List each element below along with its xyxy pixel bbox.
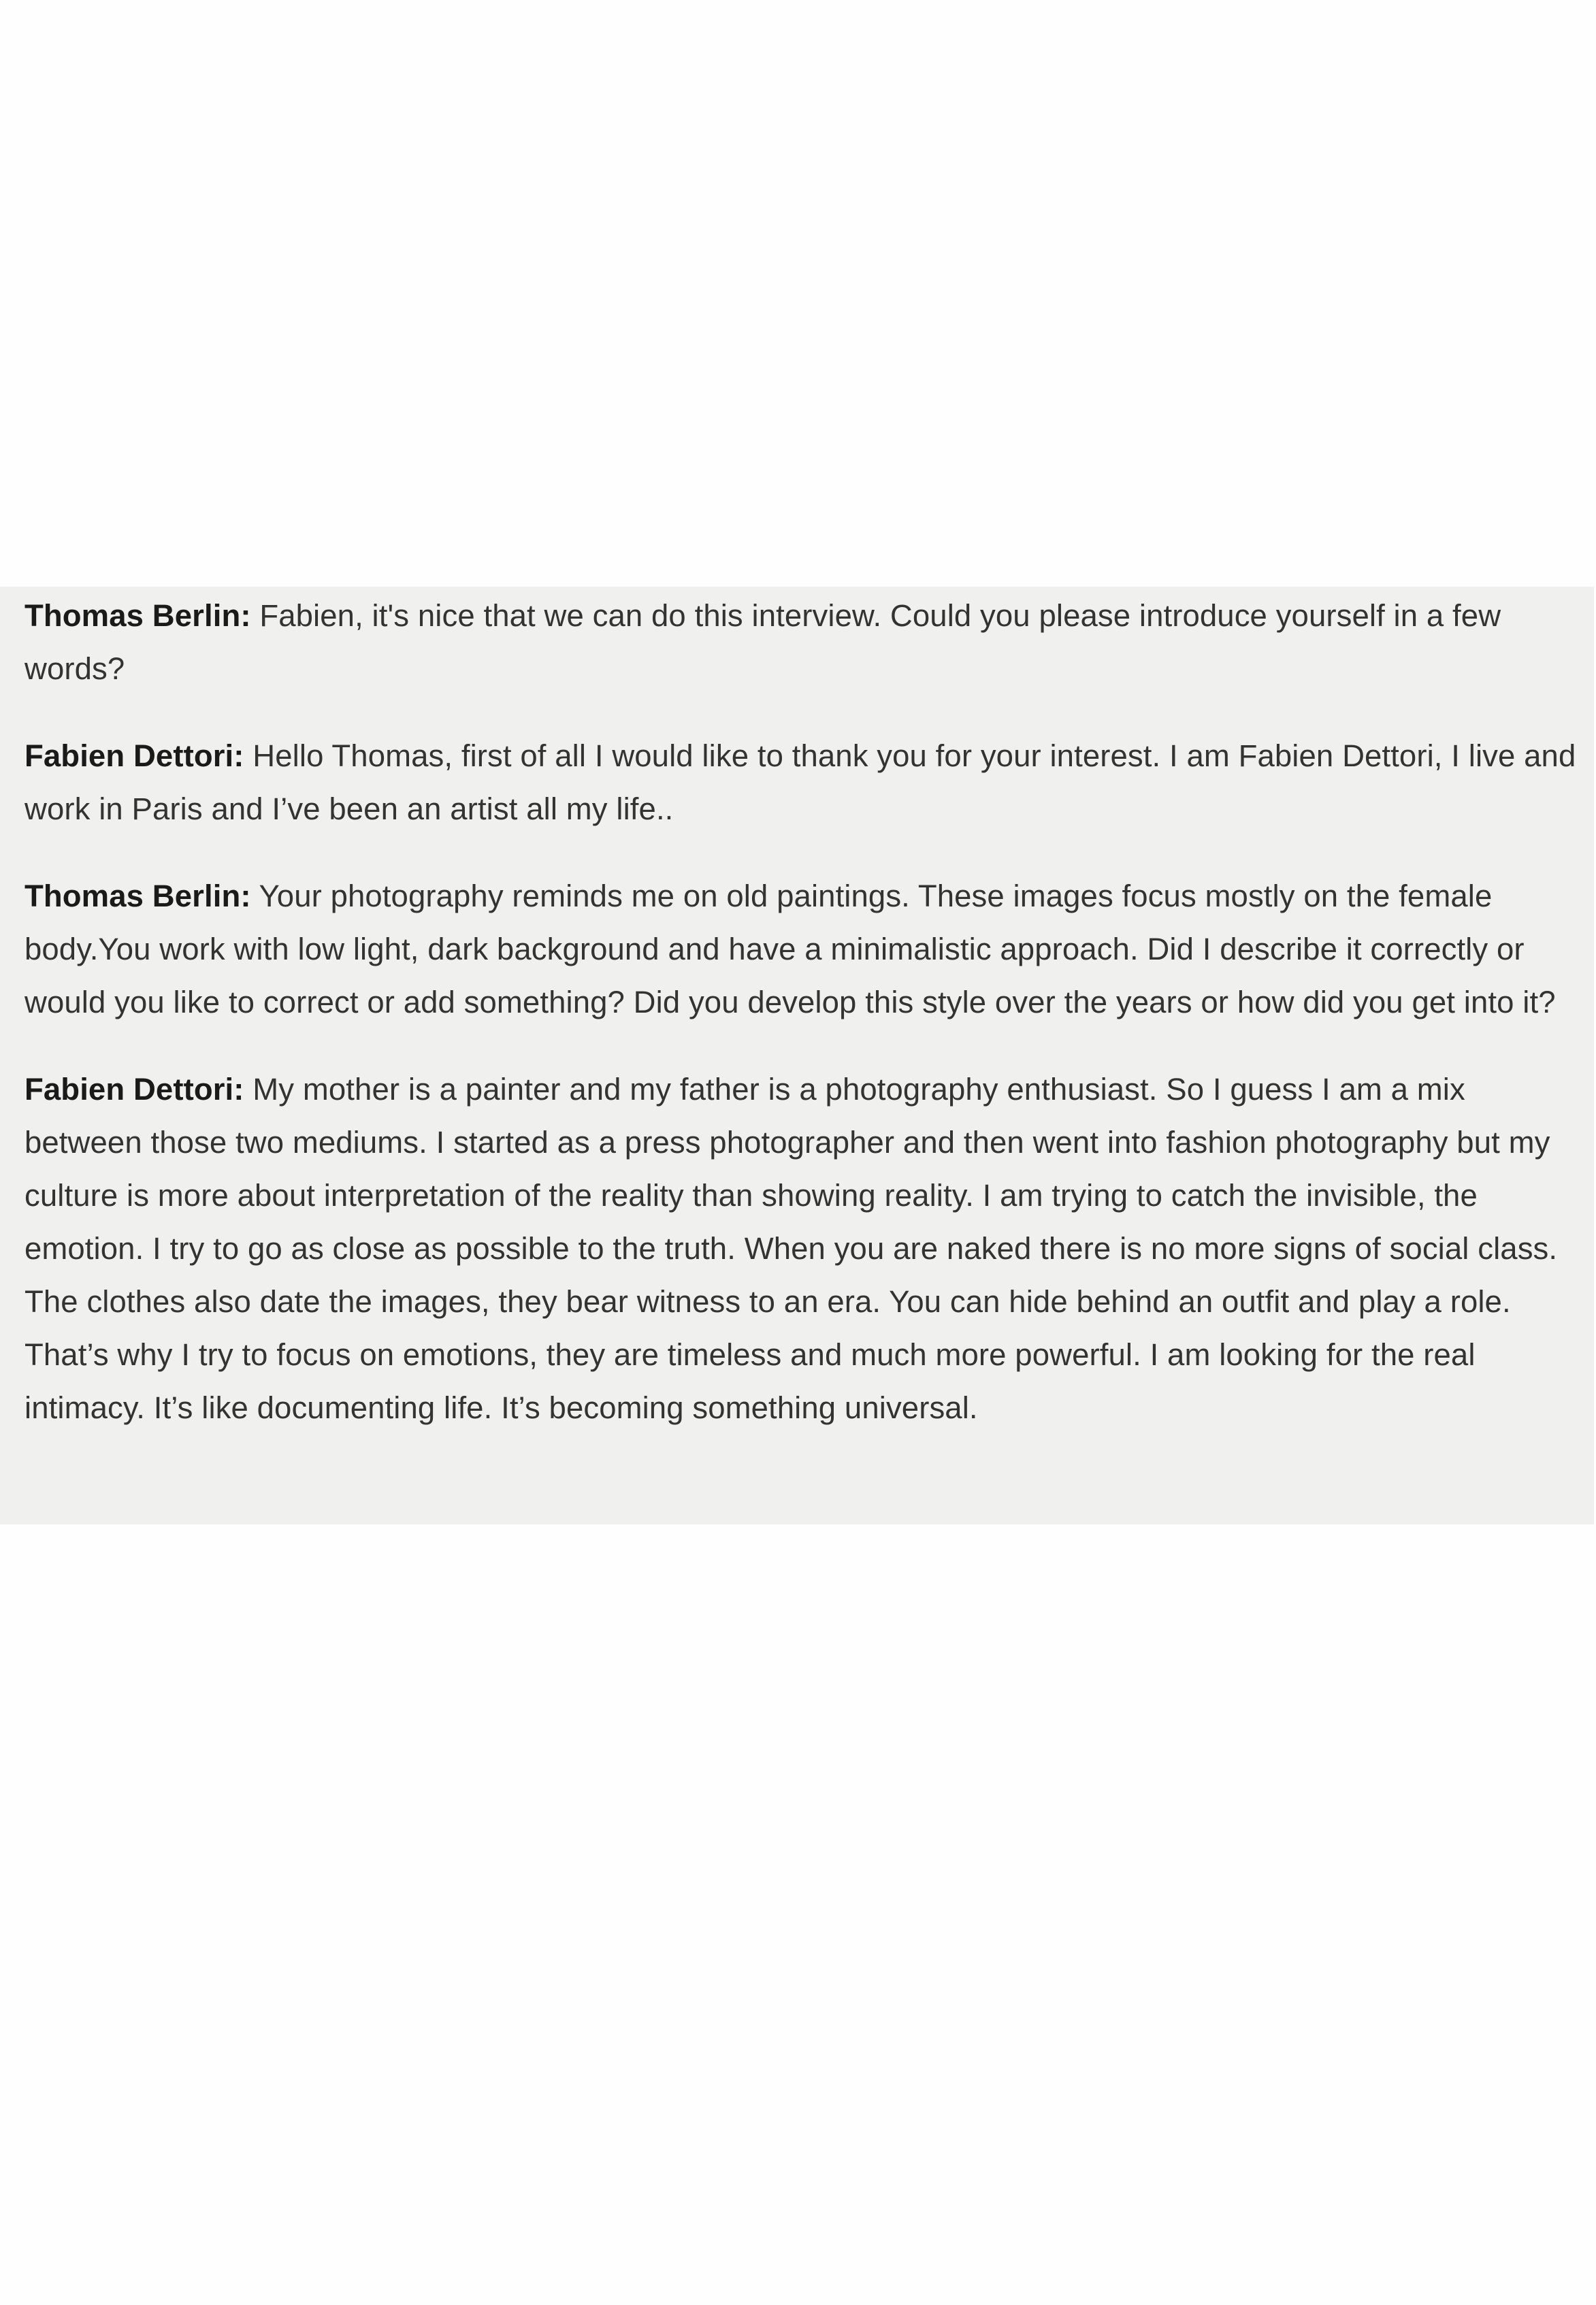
interview-text: Fabien, it's nice that we can do this interview. Could you please introduce yourself in a few words?	[25, 598, 1501, 686]
interview-question	[25, 870, 1576, 1029]
speaker-name: Thomas Berlin:	[25, 879, 251, 913]
interview-text: Hello Thomas, first of all I would like to thank you for your interest. I am Fabien Dettori, I live and work in Paris and I’ve been an artist all my life..	[25, 738, 1576, 826]
interview-panel	[0, 587, 1594, 1524]
interview-text: My mother is a painter and my father is a photography enthusiast. So I guess I am a mix between those two mediums. I started as a press photographer and then went into fashion photography but my culture is more about interpretation of the reality than showing reality. I am trying to catch the invisible, the emotion. I try to go as close as possible to the truth. When you are naked there is no more signs of social class. The clothes also date the images, they bear witness to an era. You can hide behind an outfit and play a role. That’s why I try to focus on emotions, they are timeless and much more powerful. I am looking for the real intimacy. It’s like documenting life. It’s becoming something universal.	[25, 1072, 1558, 1425]
interview-question	[25, 589, 1576, 696]
speaker-name: Fabien Dettori:	[25, 1072, 244, 1107]
interview-answer	[25, 730, 1576, 836]
speaker-name: Thomas Berlin:	[25, 598, 251, 633]
interview-answer	[25, 1063, 1576, 1435]
interview-text: Your photography reminds me on old paintings. These images focus mostly on the female body.You work with low light, dark background and have a minimalistic approach. Did I describe it correctly or would you like to correct or add something? Did you develop this style over the years or how did you get into it?	[25, 879, 1556, 1019]
speaker-name: Fabien Dettori:	[25, 738, 244, 773]
